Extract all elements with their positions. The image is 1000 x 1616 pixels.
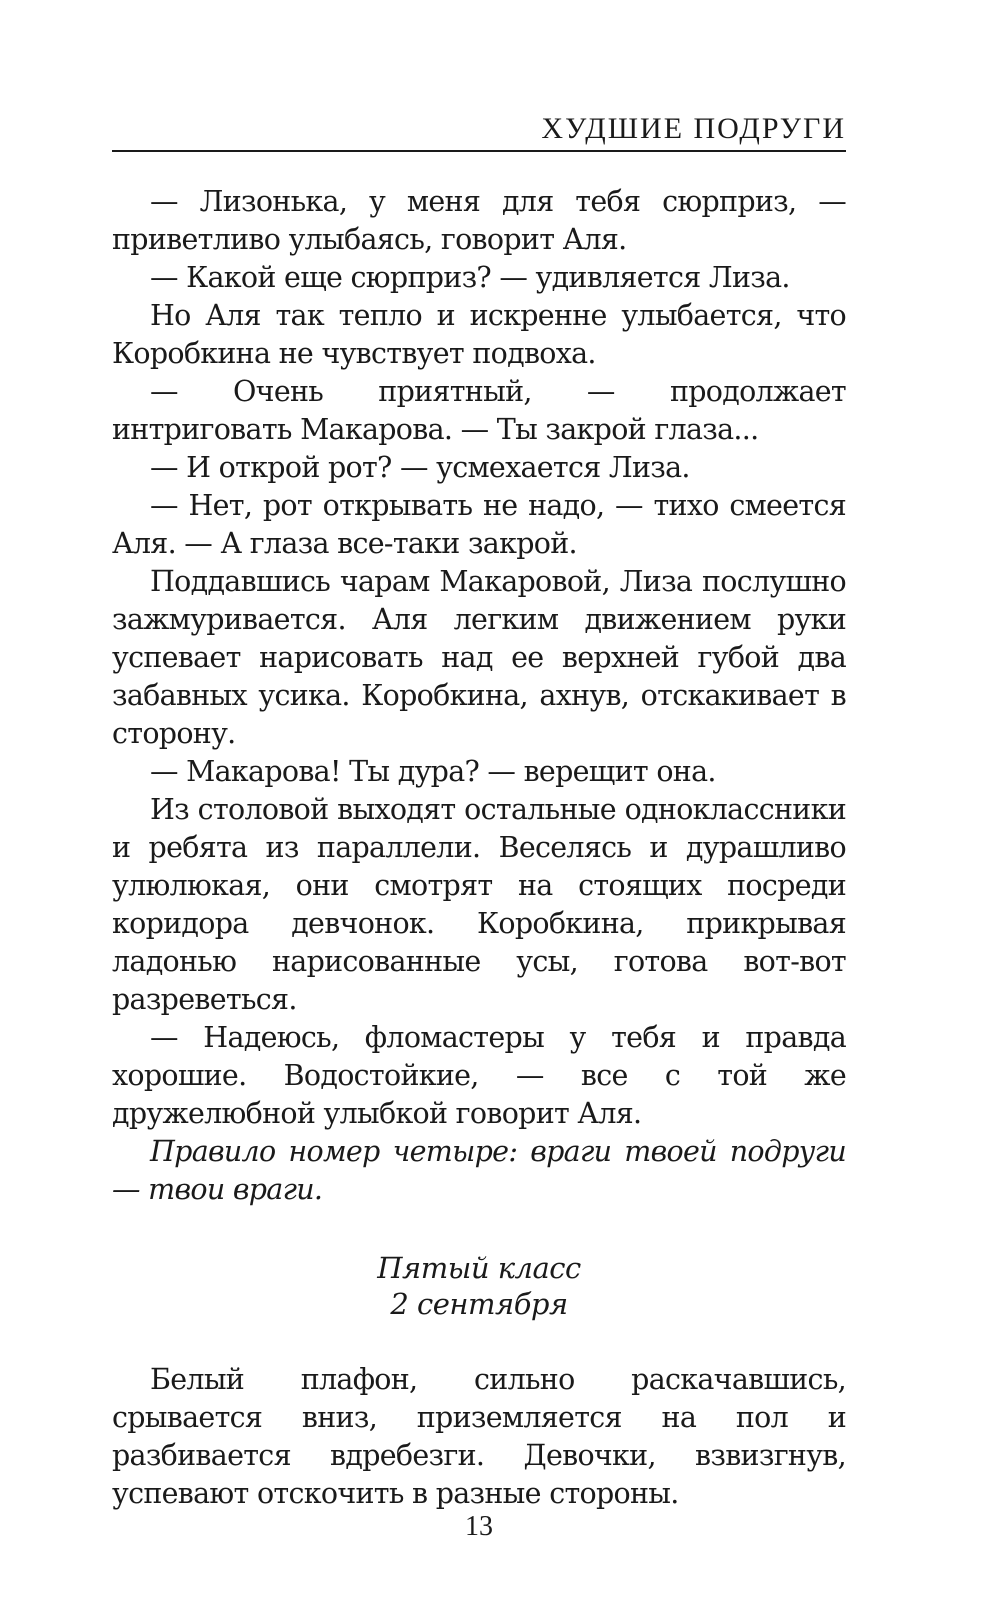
chapter-heading-grade: Пятый класс	[377, 1251, 581, 1285]
paragraph: — Какой еще сюрприз? — удивляется Лиза.	[150, 261, 790, 294]
paragraph: — Надеюсь, фломастеры у тебя и правда хорошие. Водостойкие, — все с той же дружелюбной улыбкой говорит Аля.	[112, 1021, 846, 1130]
running-header-title: ХУДШИЕ ПОДРУГИ	[541, 112, 846, 145]
page-body-text	[112, 183, 846, 1513]
section-spacer	[112, 1209, 846, 1250]
rule-italic-paragraph: Правило номер четыре: враги твоей подруги — твои враги.	[112, 1135, 846, 1206]
paragraph: — Макарова! Ты дура? — верещит она.	[150, 755, 716, 788]
paragraph: Но Аля так тепло и искренне улыбается, что Коробкина не чувствует подвоха.	[112, 299, 846, 370]
chapter-heading	[112, 1250, 846, 1322]
paragraph: — Очень приятный, — продолжает интриговать Макарова. — Ты закрой глаза...	[112, 375, 846, 446]
paragraph: — И открой рот? — усмехается Лиза.	[150, 451, 690, 484]
paragraph: Поддавшись чарам Макаровой, Лиза послушно зажмуривается. Аля легким движением руки успевает нарисовать над ее верхней губой два забавных усика. Коробкина, ахнув, отскакивает в сторону.	[112, 565, 846, 750]
paragraph: — Нет, рот открывать не надо, — тихо смеется Аля. — А глаза все-таки закрой.	[112, 489, 846, 560]
section-spacer	[112, 1322, 846, 1361]
paragraph: Из столовой выходят остальные одноклассники и ребята из параллели. Веселясь и дурашливо улюлюкая, они смотрят на стоящих посреди коридора девчонок. Коробкина, прикрывая ладонью нарисованные усы, готова вот-вот разреветься.	[112, 793, 846, 1016]
header-rule	[112, 150, 846, 152]
chapter-heading-date: 2 сентября	[390, 1287, 568, 1321]
paragraph: — Лизонька, у меня для тебя сюрприз, — приветливо улыбаясь, говорит Аля.	[112, 185, 846, 256]
paragraph: Белый плафон, сильно раскачавшись, срывается вниз, приземляется на пол и разбивается вдребезги. Девочки, взвизгнув, успевают отскочить в разные стороны.	[112, 1363, 846, 1510]
page-number: 13	[465, 1511, 493, 1542]
